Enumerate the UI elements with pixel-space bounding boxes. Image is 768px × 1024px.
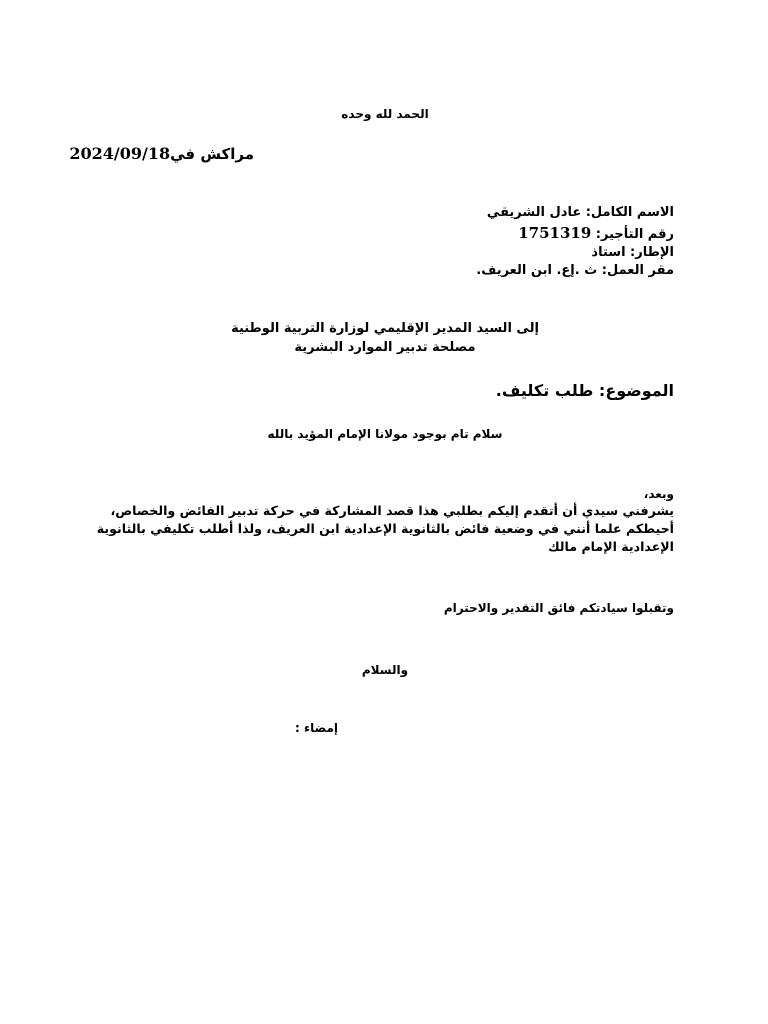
basmala-heading: الحمد لله وحده [341,107,429,121]
recipient-line: إلى السيد المدير الإقليمي لوزارة التربية الوطنية [231,321,539,336]
sender-cadre: الإطار: استاذ [591,245,674,260]
subject-line: الموضوع: طلب تكليف. [495,381,674,400]
sender-name: الاسم الكامل: عادل الشريقي [486,205,674,220]
body-paragraph: يشرفني سيدي أن أتقدم إليكم بطلبي هذا قصد المشاركة في حركة تدبير الفائض والخصاص، أحيطكم علما أنني في وضعية فائض بالثانوية الإعدادية ابن العريف، ولذا أطلب تكليفي بالثانوية الإعدادية الإمام مالك [96,503,674,554]
closing-salam: والسلام [361,663,409,677]
greeting-line: سلام تام بوجود مولانا الإمام المؤيد بالله [267,427,503,441]
letter-date: 2024/09/18 [69,144,171,163]
place-prefix: مراكش في [170,145,254,163]
registration-label: رقم التأجير: [591,227,674,242]
sender-workplace: مقر العمل: ث .إع. ابن العريف. [476,263,674,278]
department-line: مصلحة تدبير الموارد البشرية [294,340,476,355]
opening-word: وبعد، [643,487,674,501]
place-date-line [69,146,254,162]
registration-number: 1751319 [518,224,592,242]
closing-courtesy: وتقبلوا سيادتكم فائق التقدير والاحترام [443,601,674,615]
signature-label: إمضاء : [295,721,338,735]
sender-registration [518,226,674,241]
